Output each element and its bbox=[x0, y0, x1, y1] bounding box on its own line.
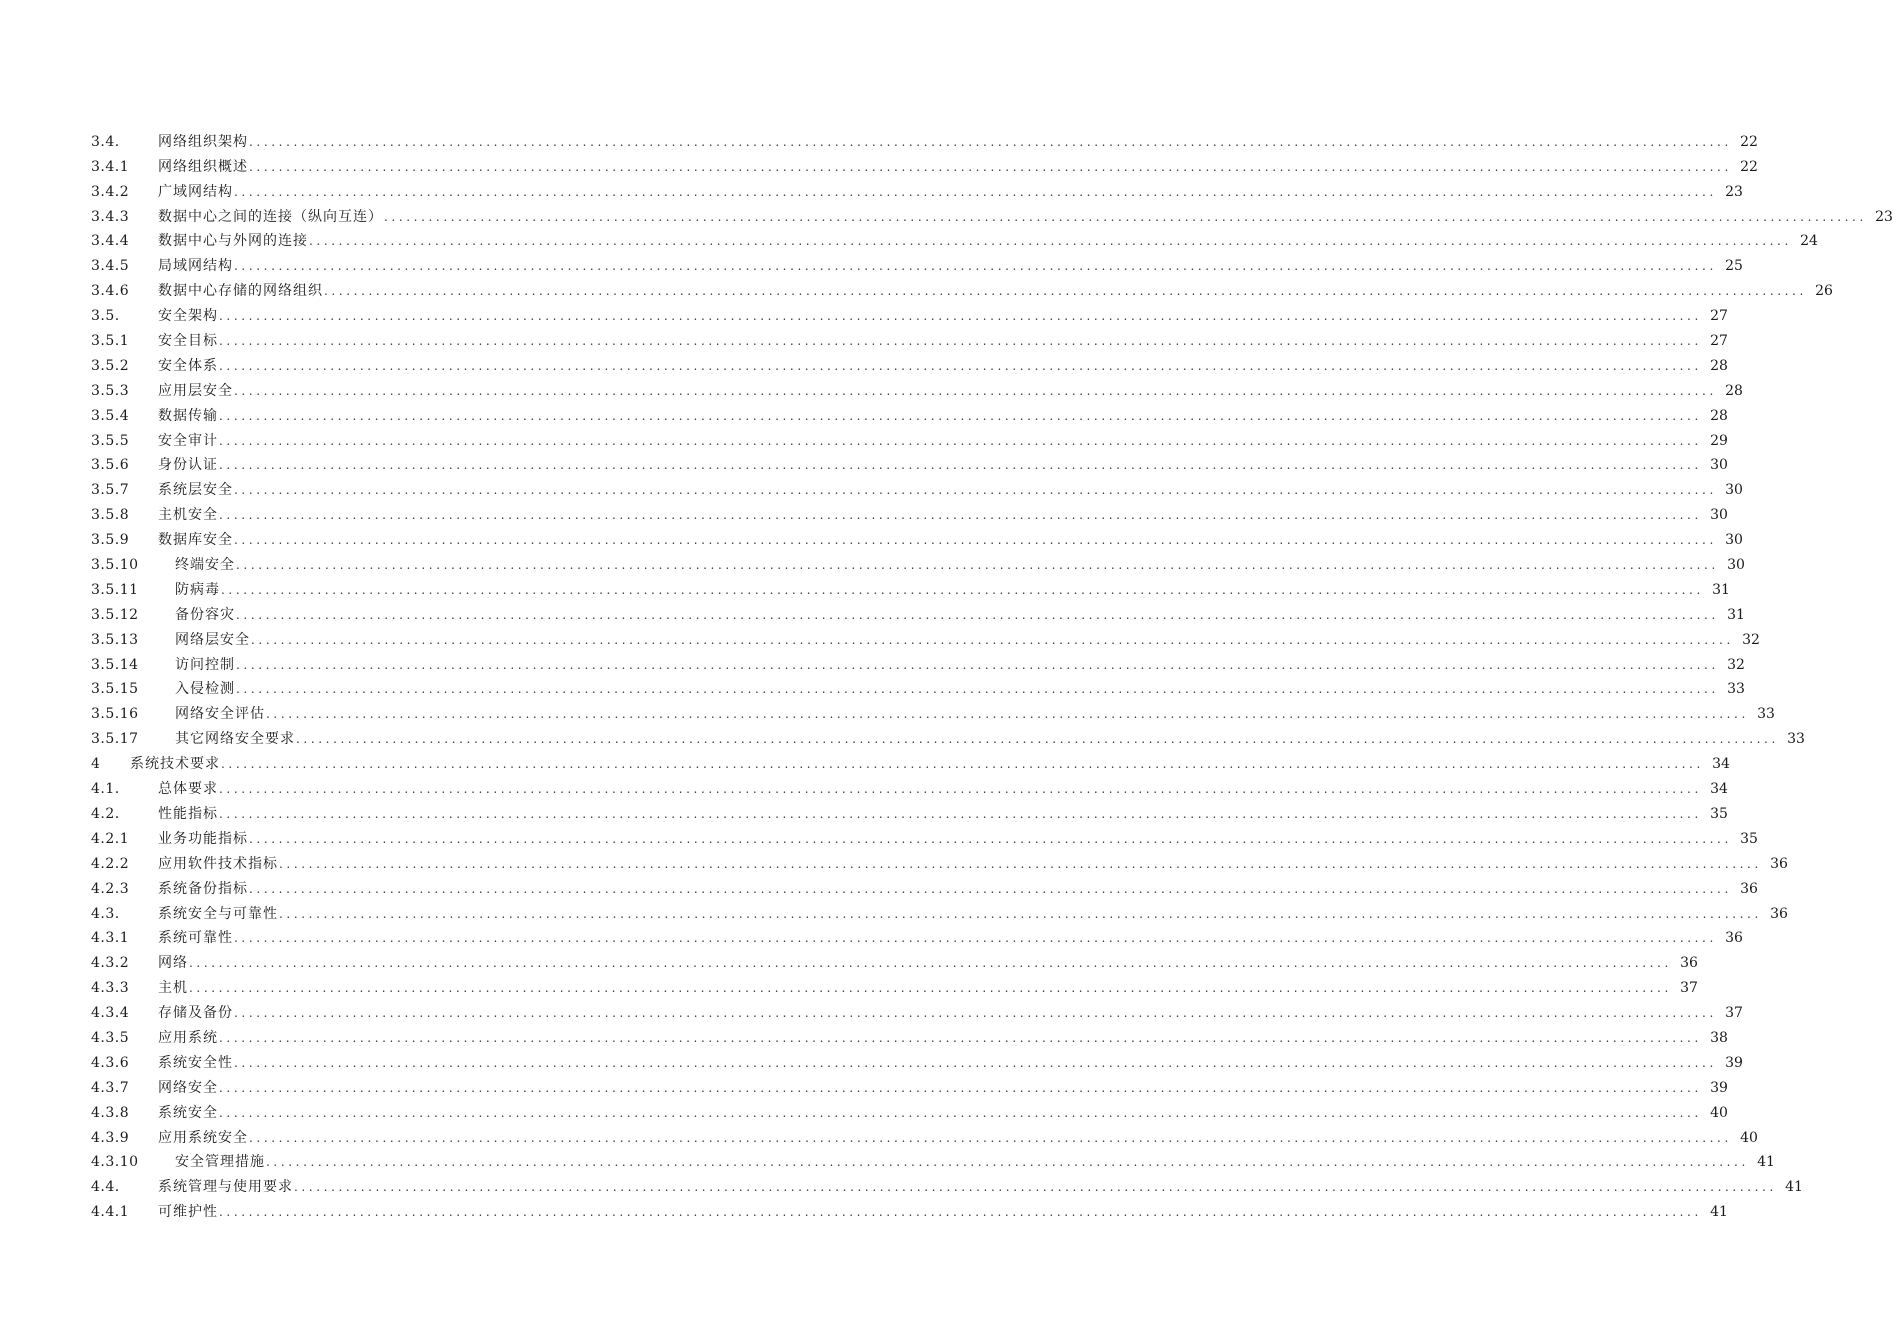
toc-entry-number: 4.3.2 bbox=[91, 955, 130, 972]
toc-dot-leader: ........................................................................................................................................................................................................ bbox=[249, 134, 1732, 149]
toc-dot-leader: ........................................................................................................................................................................................................ bbox=[219, 1080, 1702, 1095]
toc-dot-leader: ........................................................................................................................................................................................................ bbox=[219, 408, 1702, 423]
toc-entry-title: 安全体系 bbox=[158, 357, 218, 374]
toc-entry-number: 3.5.8 bbox=[91, 507, 130, 524]
toc-entry[interactable] bbox=[91, 500, 1728, 525]
toc-entry-number: 4.2.2 bbox=[91, 855, 130, 872]
toc-dot-leader: ........................................................................................................................................................................................................ bbox=[219, 1105, 1702, 1120]
toc-entry-number: 3.5.2 bbox=[91, 357, 130, 374]
toc-entry-number: 4 bbox=[91, 756, 101, 773]
toc-entry-page-number: 41 bbox=[1785, 1179, 1803, 1196]
toc-entry-title: 系统安全 bbox=[158, 1104, 218, 1121]
toc-entry-title: 性能指标 bbox=[158, 805, 218, 822]
toc-entry[interactable] bbox=[91, 475, 1743, 500]
toc-entry[interactable] bbox=[91, 824, 1758, 849]
toc-dot-leader: ........................................................................................................................................................................................................ bbox=[219, 1205, 1702, 1220]
toc-entry-number: 3.5.16 bbox=[91, 706, 139, 723]
toc-entry-number: 3.5.4 bbox=[91, 407, 130, 424]
toc-entry-title: 身份认证 bbox=[158, 457, 218, 474]
toc-entry-number: 3.5.13 bbox=[91, 631, 139, 648]
toc-dot-leader: ........................................................................................................................................................................................................ bbox=[234, 383, 1717, 398]
toc-entry-page-number: 28 bbox=[1710, 357, 1728, 374]
toc-entry-title: 系统安全与可靠性 bbox=[158, 905, 278, 922]
toc-entry-number: 3.4.4 bbox=[91, 233, 130, 250]
toc-entry-page-number: 39 bbox=[1725, 1054, 1743, 1071]
toc-entry[interactable] bbox=[91, 699, 1775, 724]
toc-entry-title: 安全目标 bbox=[158, 333, 218, 350]
toc-entry-page-number: 33 bbox=[1727, 681, 1745, 698]
toc-entry-number: 3.5.6 bbox=[91, 457, 130, 474]
toc-entry-page-number: 33 bbox=[1757, 706, 1775, 723]
toc-dot-leader: ........................................................................................................................................................................................................ bbox=[219, 309, 1702, 324]
toc-entry-number: 3.5.9 bbox=[91, 532, 130, 549]
toc-entry[interactable] bbox=[91, 227, 1818, 252]
toc-entry-number: 4.3.8 bbox=[91, 1104, 130, 1121]
toc-entry-page-number: 40 bbox=[1710, 1104, 1728, 1121]
toc-entry-page-number: 24 bbox=[1800, 233, 1818, 250]
toc-entry-page-number: 32 bbox=[1727, 656, 1745, 673]
toc-entry-number: 3.5.7 bbox=[91, 482, 130, 499]
toc-entry-number: 3.5.15 bbox=[91, 681, 139, 698]
toc-entry[interactable] bbox=[91, 874, 1758, 899]
toc-entry-title: 可维护性 bbox=[158, 1204, 218, 1221]
toc-entry-number: 3.5.10 bbox=[91, 557, 139, 574]
toc-entry-number: 3.5.12 bbox=[91, 606, 139, 623]
toc-entry-number: 4.1. bbox=[91, 781, 120, 798]
toc-entry-page-number: 36 bbox=[1725, 930, 1743, 947]
toc-entry-title: 主机安全 bbox=[158, 507, 218, 524]
toc-entry-title: 网络层安全 bbox=[175, 631, 250, 648]
toc-dot-leader: ........................................................................................................................................................................................................ bbox=[189, 956, 1672, 971]
toc-entry[interactable] bbox=[91, 326, 1728, 351]
toc-dot-leader: ........................................................................................................................................................................................................ bbox=[279, 856, 1762, 871]
toc-entry[interactable] bbox=[91, 550, 1745, 575]
toc-dot-leader: ........................................................................................................................................................................................................ bbox=[384, 209, 1867, 224]
toc-entry-title: 网络组织概述 bbox=[158, 158, 248, 175]
toc-entry-number: 3.5.17 bbox=[91, 731, 139, 748]
toc-entry[interactable] bbox=[91, 251, 1743, 276]
toc-entry-page-number: 22 bbox=[1740, 133, 1758, 150]
toc-dot-leader: ........................................................................................................................................................................................................ bbox=[266, 1155, 1749, 1170]
toc-dot-leader: ........................................................................................................................................................................................................ bbox=[266, 707, 1749, 722]
toc-entry[interactable] bbox=[91, 575, 1730, 600]
toc-entry-title: 系统备份指标 bbox=[158, 880, 248, 897]
toc-entry-title: 访问控制 bbox=[175, 656, 235, 673]
toc-entry-title: 应用系统安全 bbox=[158, 1129, 248, 1146]
toc-entry-title: 其它网络安全要求 bbox=[175, 731, 295, 748]
toc-entry-title: 安全管理措施 bbox=[175, 1154, 265, 1171]
toc-entry-title: 安全架构 bbox=[158, 308, 218, 325]
toc-entry-number: 3.5. bbox=[91, 308, 120, 325]
toc-entry-page-number: 32 bbox=[1742, 631, 1760, 648]
toc-entry-title: 局域网结构 bbox=[158, 258, 233, 275]
toc-entry-page-number: 33 bbox=[1787, 731, 1805, 748]
toc-dot-leader: ........................................................................................................................................................................................................ bbox=[189, 981, 1672, 996]
toc-dot-leader: ........................................................................................................................................................................................................ bbox=[234, 483, 1717, 498]
toc-entry-number: 4.3.3 bbox=[91, 980, 130, 997]
toc-entry-page-number: 30 bbox=[1710, 507, 1728, 524]
toc-entry[interactable] bbox=[91, 1048, 1743, 1073]
toc-entry[interactable] bbox=[91, 998, 1743, 1023]
toc-entry-title: 备份容灾 bbox=[175, 606, 235, 623]
toc-entry-number: 4.3.9 bbox=[91, 1129, 130, 1146]
toc-entry-number: 4.3.6 bbox=[91, 1054, 130, 1071]
toc-entry-number: 3.5.1 bbox=[91, 333, 130, 350]
toc-entry[interactable] bbox=[91, 948, 1698, 973]
toc-entry[interactable] bbox=[91, 1148, 1775, 1173]
toc-dot-leader: ........................................................................................................................................................................................................ bbox=[234, 259, 1717, 274]
toc-entry-title: 应用层安全 bbox=[158, 382, 233, 399]
toc-entry-page-number: 30 bbox=[1727, 557, 1745, 574]
toc-entry-title: 网络安全评估 bbox=[175, 706, 265, 723]
toc-dot-leader: ........................................................................................................................................................................................................ bbox=[219, 458, 1702, 473]
toc-entry-title: 系统技术要求 bbox=[130, 756, 220, 773]
toc-entry-title: 数据传输 bbox=[158, 407, 218, 424]
toc-entry-page-number: 41 bbox=[1757, 1154, 1775, 1171]
toc-entry[interactable] bbox=[91, 351, 1728, 376]
toc-dot-leader: ........................................................................................................................................................................................................ bbox=[234, 931, 1717, 946]
toc-entry[interactable] bbox=[91, 625, 1760, 650]
toc-entry-title: 数据中心存储的网络组织 bbox=[158, 283, 323, 300]
toc-entry-number: 4.3.1 bbox=[91, 930, 130, 947]
toc-entry-number: 4.4.1 bbox=[91, 1204, 130, 1221]
toc-dot-leader: ........................................................................................................................................................................................................ bbox=[234, 533, 1717, 548]
toc-entry-number: 3.5.3 bbox=[91, 382, 130, 399]
toc-dot-leader: ........................................................................................................................................................................................................ bbox=[219, 806, 1702, 821]
toc-entry-title: 数据中心之间的连接（纵向互连） bbox=[158, 208, 383, 225]
toc-entry-number: 3.4.6 bbox=[91, 283, 130, 300]
toc-entry-page-number: 23 bbox=[1875, 208, 1893, 225]
toc-dot-leader: ........................................................................................................................................................................................................ bbox=[249, 159, 1732, 174]
toc-dot-leader: ........................................................................................................................................................................................................ bbox=[219, 334, 1702, 349]
toc-entry[interactable] bbox=[91, 1073, 1728, 1098]
toc-entry[interactable] bbox=[91, 1098, 1728, 1123]
toc-dot-leader: ........................................................................................................................................................................................................ bbox=[219, 782, 1702, 797]
toc-dot-leader: ........................................................................................................................................................................................................ bbox=[234, 1006, 1717, 1021]
toc-entry-title: 系统安全性 bbox=[158, 1054, 233, 1071]
toc-entry[interactable] bbox=[91, 1172, 1803, 1197]
toc-entry-title: 数据中心与外网的连接 bbox=[158, 233, 308, 250]
toc-entry[interactable] bbox=[91, 127, 1758, 152]
toc-entry-page-number: 35 bbox=[1740, 830, 1758, 847]
toc-entry-title: 系统可靠性 bbox=[158, 930, 233, 947]
toc-entry-page-number: 27 bbox=[1710, 333, 1728, 350]
toc-dot-leader: ........................................................................................................................................................................................................ bbox=[279, 906, 1762, 921]
toc-entry[interactable] bbox=[91, 973, 1698, 998]
toc-dot-leader: ........................................................................................................................................................................................................ bbox=[309, 234, 1792, 249]
toc-entry[interactable] bbox=[91, 600, 1745, 625]
toc-entry[interactable] bbox=[91, 675, 1745, 700]
toc-entry-page-number: 38 bbox=[1710, 1029, 1728, 1046]
toc-entry[interactable] bbox=[91, 525, 1743, 550]
toc-entry-page-number: 25 bbox=[1725, 258, 1743, 275]
toc-entry-number: 4.3.10 bbox=[91, 1154, 139, 1171]
toc-entry[interactable] bbox=[91, 924, 1743, 949]
toc-entry[interactable] bbox=[91, 426, 1728, 451]
toc-entry[interactable] bbox=[91, 724, 1805, 749]
toc-entry[interactable] bbox=[91, 899, 1788, 924]
toc-entry-title: 数据库安全 bbox=[158, 532, 233, 549]
toc-entry-page-number: 34 bbox=[1712, 756, 1730, 773]
toc-entry-title: 网络 bbox=[158, 955, 188, 972]
toc-dot-leader: ........................................................................................................................................................................................................ bbox=[219, 1030, 1702, 1045]
toc-entry-title: 防病毒 bbox=[175, 581, 220, 598]
toc-entry[interactable] bbox=[91, 849, 1788, 874]
toc-entry-number: 4.3.5 bbox=[91, 1029, 130, 1046]
toc-entry[interactable] bbox=[91, 376, 1743, 401]
toc-dot-leader: ........................................................................................................................................................................................................ bbox=[221, 582, 1704, 597]
toc-entry-title: 入侵检测 bbox=[175, 681, 235, 698]
toc-entry-number: 4.4. bbox=[91, 1179, 120, 1196]
toc-entry[interactable] bbox=[91, 799, 1728, 824]
toc-entry-number: 4.3.7 bbox=[91, 1079, 130, 1096]
toc-dot-leader: ........................................................................................................................................................................................................ bbox=[236, 558, 1719, 573]
toc-entry-number: 3.4.3 bbox=[91, 208, 130, 225]
toc-dot-leader: ........................................................................................................................................................................................................ bbox=[236, 682, 1719, 697]
toc-entry-page-number: 28 bbox=[1725, 382, 1743, 399]
toc-entry-number: 3.4. bbox=[91, 133, 120, 150]
toc-entry-page-number: 31 bbox=[1727, 606, 1745, 623]
toc-entry-number: 4.3. bbox=[91, 905, 120, 922]
toc-dot-leader: ........................................................................................................................................................................................................ bbox=[296, 732, 1779, 747]
toc-entry[interactable] bbox=[91, 1197, 1728, 1222]
toc-dot-leader: ........................................................................................................................................................................................................ bbox=[236, 657, 1719, 672]
toc-entry[interactable] bbox=[91, 177, 1743, 202]
toc-entry-title: 主机 bbox=[158, 980, 188, 997]
toc-entry-page-number: 36 bbox=[1740, 880, 1758, 897]
toc-dot-leader: ........................................................................................................................................................................................................ bbox=[219, 508, 1702, 523]
toc-entry-page-number: 30 bbox=[1710, 457, 1728, 474]
toc-entry-page-number: 27 bbox=[1710, 308, 1728, 325]
toc-entry-title: 终端安全 bbox=[175, 557, 235, 574]
toc-entry-page-number: 40 bbox=[1740, 1129, 1758, 1146]
toc-entry-title: 业务功能指标 bbox=[158, 830, 248, 847]
toc-entry-number: 4.2.3 bbox=[91, 880, 130, 897]
toc-entry-number: 3.5.5 bbox=[91, 432, 130, 449]
toc-dot-leader: ........................................................................................................................................................................................................ bbox=[249, 1130, 1732, 1145]
toc-entry[interactable] bbox=[91, 152, 1758, 177]
toc-entry-title: 网络组织架构 bbox=[158, 133, 248, 150]
toc-entry-page-number: 22 bbox=[1740, 158, 1758, 175]
toc-entry-page-number: 28 bbox=[1710, 407, 1728, 424]
toc-entry-page-number: 26 bbox=[1815, 283, 1833, 300]
toc-entry[interactable] bbox=[91, 749, 1730, 774]
toc-dot-leader: ........................................................................................................................................................................................................ bbox=[324, 284, 1807, 299]
toc-entry-page-number: 36 bbox=[1770, 905, 1788, 922]
toc-entry-title: 网络安全 bbox=[158, 1079, 218, 1096]
toc-entry[interactable] bbox=[91, 451, 1728, 476]
toc-entry-title: 存储及备份 bbox=[158, 1005, 233, 1022]
toc-entry-page-number: 23 bbox=[1725, 183, 1743, 200]
toc-dot-leader: ........................................................................................................................................................................................................ bbox=[221, 757, 1704, 772]
toc-dot-leader: ........................................................................................................................................................................................................ bbox=[249, 881, 1732, 896]
table-of-contents bbox=[91, 127, 1893, 1222]
toc-dot-leader: ........................................................................................................................................................................................................ bbox=[234, 184, 1717, 199]
toc-entry-title: 总体要求 bbox=[158, 781, 218, 798]
toc-entry[interactable] bbox=[91, 650, 1745, 675]
toc-entry-page-number: 36 bbox=[1680, 955, 1698, 972]
toc-entry-title: 应用系统 bbox=[158, 1029, 218, 1046]
toc-dot-leader: ........................................................................................................................................................................................................ bbox=[249, 831, 1732, 846]
toc-entry-title: 系统层安全 bbox=[158, 482, 233, 499]
toc-entry-number: 3.5.14 bbox=[91, 656, 139, 673]
toc-entry-page-number: 31 bbox=[1712, 581, 1730, 598]
toc-entry[interactable] bbox=[91, 774, 1728, 799]
toc-entry-page-number: 37 bbox=[1680, 980, 1698, 997]
toc-entry[interactable] bbox=[91, 301, 1728, 326]
toc-entry[interactable] bbox=[91, 401, 1728, 426]
toc-entry-number: 3.4.5 bbox=[91, 258, 130, 275]
toc-dot-leader: ........................................................................................................................................................................................................ bbox=[251, 632, 1734, 647]
toc-dot-leader: ........................................................................................................................................................................................................ bbox=[294, 1180, 1777, 1195]
toc-entry[interactable] bbox=[91, 1123, 1758, 1148]
toc-entry[interactable] bbox=[91, 1023, 1728, 1048]
toc-entry[interactable] bbox=[91, 276, 1833, 301]
toc-entry-number: 4.2.1 bbox=[91, 830, 130, 847]
toc-entry-title: 广域网结构 bbox=[158, 183, 233, 200]
toc-dot-leader: ........................................................................................................................................................................................................ bbox=[236, 607, 1719, 622]
toc-entry-page-number: 30 bbox=[1725, 532, 1743, 549]
toc-entry-page-number: 29 bbox=[1710, 432, 1728, 449]
toc-entry-number: 3.5.11 bbox=[91, 581, 139, 598]
toc-dot-leader: ........................................................................................................................................................................................................ bbox=[234, 1055, 1717, 1070]
toc-entry-page-number: 30 bbox=[1725, 482, 1743, 499]
toc-entry-number: 3.4.1 bbox=[91, 158, 130, 175]
toc-dot-leader: ........................................................................................................................................................................................................ bbox=[219, 358, 1702, 373]
toc-entry-title: 系统管理与使用要求 bbox=[158, 1179, 293, 1196]
toc-entry-page-number: 34 bbox=[1710, 781, 1728, 798]
toc-entry-number: 4.3.4 bbox=[91, 1005, 130, 1022]
toc-entry-page-number: 39 bbox=[1710, 1079, 1728, 1096]
toc-entry-title: 安全审计 bbox=[158, 432, 218, 449]
toc-entry-page-number: 35 bbox=[1710, 805, 1728, 822]
toc-entry-number: 3.4.2 bbox=[91, 183, 130, 200]
toc-entry-title: 应用软件技术指标 bbox=[158, 855, 278, 872]
toc-entry-page-number: 37 bbox=[1725, 1005, 1743, 1022]
toc-dot-leader: ........................................................................................................................................................................................................ bbox=[219, 433, 1702, 448]
toc-entry[interactable] bbox=[91, 202, 1893, 227]
toc-entry-number: 4.2. bbox=[91, 805, 120, 822]
toc-entry-page-number: 41 bbox=[1710, 1204, 1728, 1221]
toc-entry-page-number: 36 bbox=[1770, 855, 1788, 872]
